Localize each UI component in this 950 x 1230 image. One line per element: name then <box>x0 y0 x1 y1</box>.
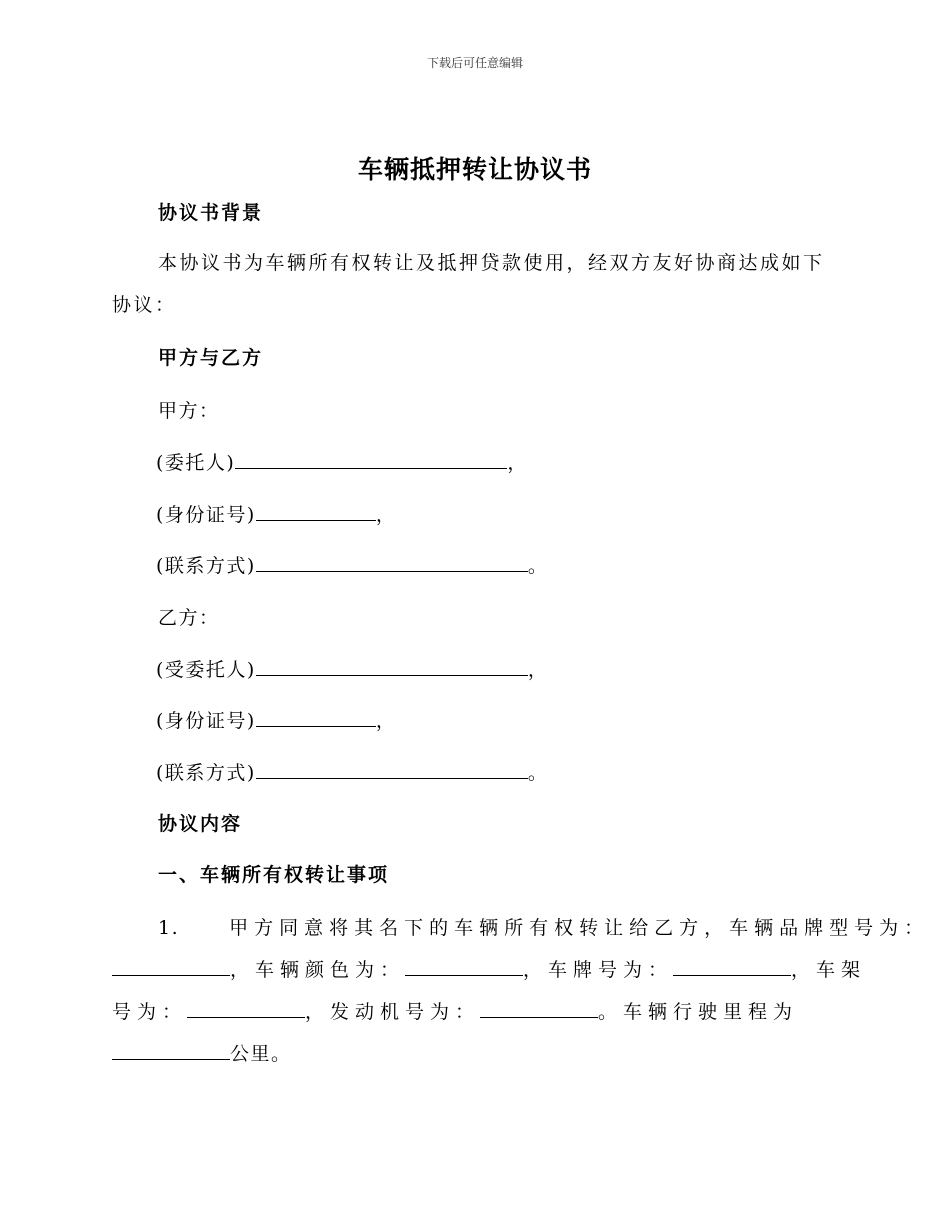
party-a-contact-line <box>156 551 548 578</box>
party-a-contact-label: (联系方式) <box>156 555 256 577</box>
frame-label-a: ，车架 <box>791 959 867 981</box>
item1-line1 <box>158 913 929 940</box>
punct: ， <box>527 659 549 681</box>
party-b-contact-blank[interactable] <box>256 760 528 779</box>
engine-blank[interactable] <box>480 999 598 1018</box>
party-a-principal-blank[interactable] <box>235 450 507 469</box>
party-a-principal-label: (委托人) <box>156 452 236 474</box>
content-heading: 协议内容 <box>158 813 243 835</box>
party-b-contact-label: (联系方式) <box>156 762 256 784</box>
mileage-unit: 公里。 <box>230 1043 292 1065</box>
background-text: 本协议书为车辆所有权转让及抵押贷款使用，经双方友好协商达成如下协议： <box>112 252 825 316</box>
party-a-label: 甲方： <box>158 400 220 422</box>
item1-line2 <box>112 955 866 982</box>
background-heading: 协议书背景 <box>158 202 264 224</box>
punct: 。 <box>527 762 549 784</box>
item1-number: 1. <box>158 917 180 939</box>
party-b-contact-line <box>156 758 548 785</box>
party-b-id-blank[interactable] <box>256 708 376 727</box>
plate-label: ，车牌号为： <box>523 959 674 981</box>
punct: ， <box>507 452 528 474</box>
color-label: ，车辆颜色为： <box>230 959 406 981</box>
frame-blank[interactable] <box>187 999 305 1018</box>
color-blank[interactable] <box>405 957 523 976</box>
document-title: 车辆抵押转让协议书 <box>357 155 592 184</box>
party-b-label: 乙方： <box>158 607 220 629</box>
section1-heading: 一、车辆所有权转让事项 <box>158 864 390 886</box>
party-b-agent-line <box>156 655 548 682</box>
background-paragraph <box>112 242 832 326</box>
plate-blank[interactable] <box>673 957 791 976</box>
brand-model-blank[interactable] <box>112 957 230 976</box>
party-a-id-label: (身份证号) <box>156 504 256 526</box>
party-a-contact-blank[interactable] <box>256 553 528 572</box>
punct: 。 <box>527 555 549 577</box>
party-a-id-line <box>156 500 396 527</box>
parties-heading: 甲方与乙方 <box>158 347 264 369</box>
mileage-blank[interactable] <box>112 1041 230 1060</box>
party-b-id-label: (身份证号) <box>156 710 256 732</box>
party-a-principal-line <box>156 448 528 475</box>
party-b-agent-blank[interactable] <box>256 657 528 676</box>
engine-label: ，发动机号为： <box>305 1001 481 1023</box>
mileage-label: 。车辆行驶里程为 <box>598 1001 799 1023</box>
punct: ， <box>375 504 397 526</box>
punct: ， <box>375 710 397 732</box>
party-b-agent-label: (受委托人) <box>156 659 256 681</box>
item1-line4 <box>112 1039 292 1066</box>
party-a-id-blank[interactable] <box>256 502 376 521</box>
frame-label-b: 号为： <box>112 1001 188 1023</box>
header-note: 下载后可任意编辑 <box>426 56 523 70</box>
party-b-id-line <box>156 706 396 733</box>
item1-text-a: 甲方同意将其名下的车辆所有权转让给乙方，车辆品牌型号为： <box>229 917 930 939</box>
item1-line3 <box>112 997 798 1024</box>
